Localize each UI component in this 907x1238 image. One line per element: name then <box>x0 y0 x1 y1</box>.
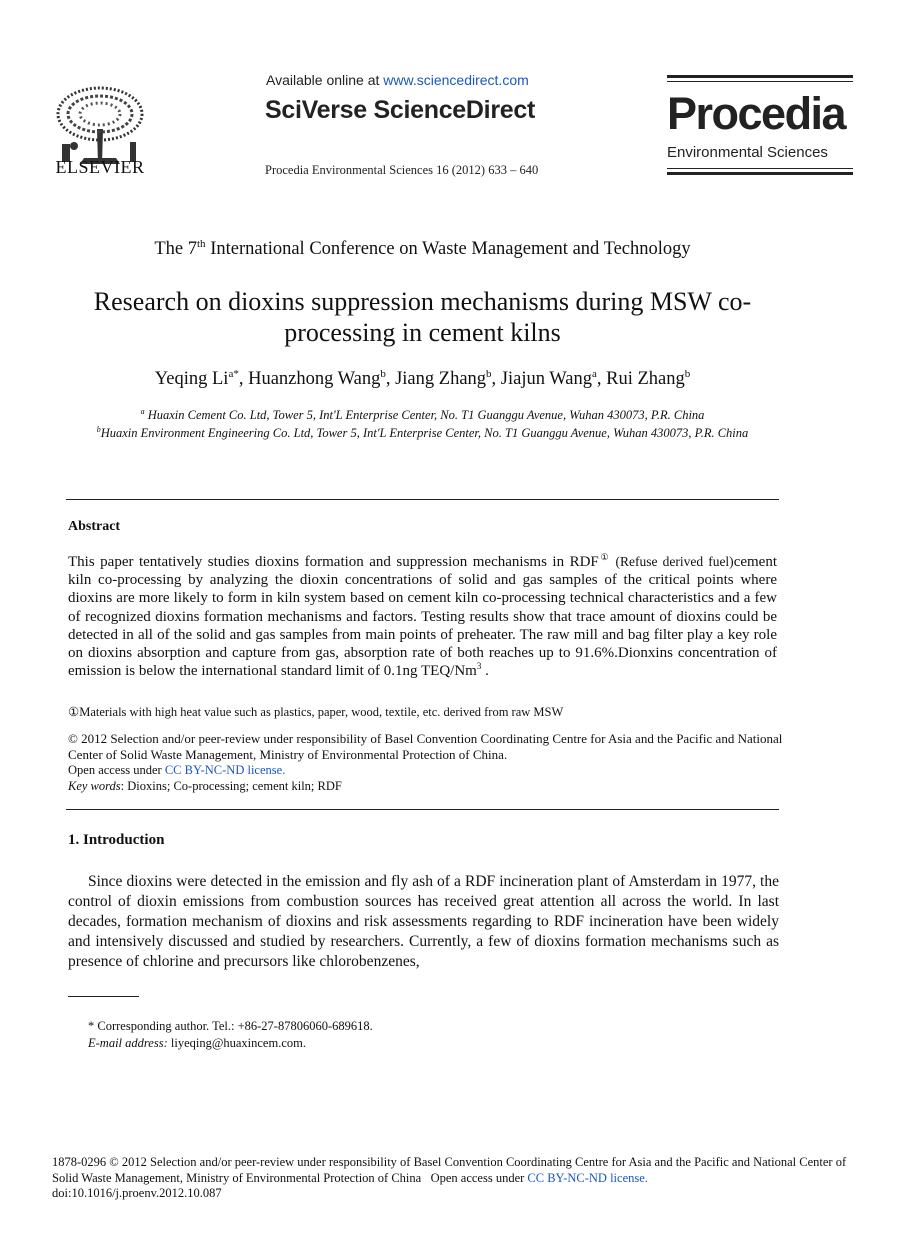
affiliation-mark: b <box>96 425 101 434</box>
license-link[interactable]: CC BY-NC-ND license. <box>164 763 286 777</box>
publisher-logo-text: ELSEVIER <box>55 157 145 177</box>
footnote-rule <box>68 996 139 997</box>
author-list <box>0 368 845 390</box>
brand-bottom-rule <box>667 172 853 175</box>
journal-brand: Procedia <box>667 88 846 139</box>
author-name: Jiang Zhang <box>395 369 487 390</box>
author-separator: , <box>238 369 249 390</box>
available-online-prefix: Available online at <box>266 72 384 88</box>
open-access-line <box>68 763 285 778</box>
affiliation-mark: a <box>140 407 145 416</box>
author-marks: b <box>486 368 492 380</box>
author-name: Yeqing Li <box>154 369 229 390</box>
keywords-values: : Dioxins; Co-processing; cement kiln; RDF <box>120 779 342 793</box>
abstract-text: cement kiln co-processing by analyzing the dioxin concentrations of solid and gas samples of the critical points where dioxins are more likely to form in kiln system based on cement kiln co-processing technical characteristics and a few of recognized dioxins formation mechanisms and factors. Testing results show that trace amount of dioxins could be detected in all of the solid and gas samples from main points of preheater. The raw mill and bag filter play a key role on dioxins absorption and capture from gas, absorption rate of both reaches up to 91.6%.Dionxins concentration of emission is below the international standard limit of 0.1ng TEQ/Nm <box>68 554 777 680</box>
author-marks: b <box>684 368 691 380</box>
conference-ordinal: th <box>197 238 206 250</box>
conference-prefix: The 7 <box>154 239 197 260</box>
intro-paragraph: Since dioxins were detected in the emission and fly ash of a RDF incineration plant of Amsterdam in 1977, the control of dioxin emissions from combustion sources has received great attention all across the world. In last decades, formation mechanism of dioxins and risk assessments regarding to RDF incineration have been widely and intensively discussed and studied by researchers. Currently, a few of dioxins formation mechanisms such as presence of chlorine and precursors like chlorobenzenes, <box>68 873 779 971</box>
abstract-top-rule <box>66 499 779 500</box>
unit-exponent: 3 <box>476 661 482 672</box>
section-heading: 1. Introduction <box>68 832 165 848</box>
footnote-marker: ① <box>598 552 611 562</box>
author-marks: a <box>591 368 597 380</box>
author-name: Huanzhong Wang <box>248 369 381 390</box>
author-separator: , <box>385 369 396 390</box>
abstract-body <box>68 553 777 680</box>
affiliation-text: Huaxin Environment Engineering Co. Ltd, Tower 5, Int'L Enterprise Center, No. T1 Guanggu Avenue, Wuhan 430073, P.R. China <box>100 426 749 441</box>
affiliation-text: Huaxin Cement Co. Ltd, Tower 5, Int'L Enterprise Center, No. T1 Guanggu Avenue, Wuhan 430073, P.R. China <box>144 408 705 423</box>
author-separator: , <box>491 369 501 390</box>
brand-top-rule <box>667 75 853 78</box>
issn-line: 1878-0296 © 2012 Selection and/or peer-review under responsibility of Basel Convention Coordinating Centre for Asia and the Pacific and National Center of Solid Waste Management, Ministry of Environmental Protection of China <box>52 1155 847 1185</box>
abstract-text: This paper tentatively studies dioxins formation and suppression mechanisms in RDF <box>68 554 599 570</box>
journal-brand-box <box>667 75 853 175</box>
author-marks: b <box>380 368 386 380</box>
affiliation-b <box>0 425 845 441</box>
open-access-prefix: Open access under <box>68 763 165 777</box>
author-separator: , <box>596 369 607 390</box>
affiliation-a <box>0 407 845 423</box>
keywords-label: Key words <box>68 779 121 793</box>
abstract-footnote: ①Materials with high heat value such as plastics, paper, wood, textile, etc. derived from raw MSW <box>68 705 564 719</box>
brand-bottom-thin-rule <box>667 168 853 169</box>
license-link[interactable]: CC BY-NC-ND license. <box>527 1170 648 1185</box>
brand-top-thin-rule <box>667 81 853 82</box>
email-note <box>88 1036 306 1051</box>
abstract-end: . <box>481 663 489 680</box>
corresponding-author-note: * Corresponding author. Tel.: +86-27-87806060-689618. <box>88 1019 373 1033</box>
doi: doi:10.1016/j.proenv.2012.10.087 <box>52 1186 222 1201</box>
sciencedirect-link[interactable]: www.sciencedirect.com <box>383 72 529 88</box>
paper-title: Research on dioxins suppression mechanisms during MSW co-processing in cement kilns <box>93 287 752 347</box>
author-marks: a* <box>228 368 239 380</box>
journal-reference: Procedia Environmental Sciences 16 (2012) 633 – 640 <box>265 163 539 177</box>
conference-name <box>0 238 845 260</box>
abstract-bottom-rule <box>66 809 779 810</box>
author-name: Jiajun Wang <box>500 369 592 390</box>
keywords-line <box>68 779 342 794</box>
open-access-prefix: Open access under <box>421 1170 528 1185</box>
issn-block <box>52 1155 852 1202</box>
conference-rest: International Conference on Waste Management and Technology <box>205 239 691 260</box>
platform-name: SciVerse ScienceDirect <box>265 96 535 124</box>
abstract-heading: Abstract <box>68 519 121 534</box>
email-label: E-mail address: <box>88 1036 168 1050</box>
copyright-statement: © 2012 Selection and/or peer-review under responsibility of Basel Convention Coordinating Centre for Asia and the Pacific and National Center of Solid Waste Management, Ministry of Environmental Protection of China. <box>68 731 783 762</box>
abstract-text-small: (Refuse derived fuel) <box>610 554 734 569</box>
available-online <box>266 72 529 88</box>
email-address: liyeqing@huaxincem.com. <box>167 1036 306 1050</box>
journal-subtitle: Environmental Sciences <box>667 144 828 161</box>
author-name: Rui Zhang <box>606 369 685 390</box>
